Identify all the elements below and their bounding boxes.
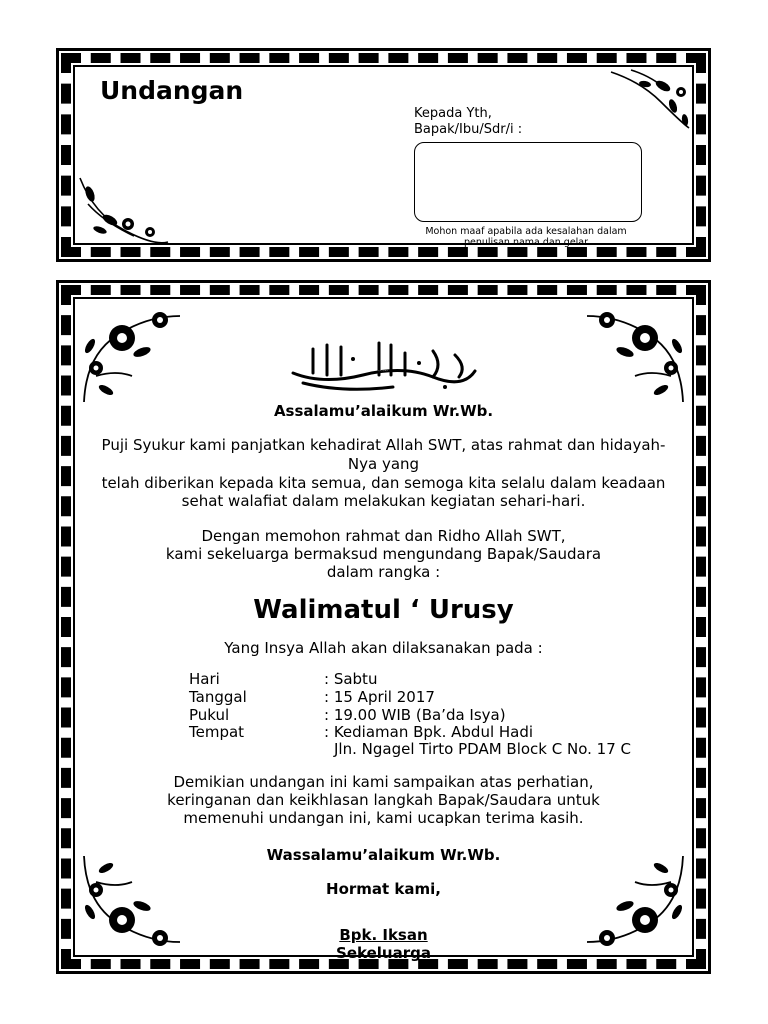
bismillah-text: بسم الله الرحمن الرحيم [377, 371, 389, 372]
envelope-title: Undangan [100, 76, 244, 105]
opening-greeting: Assalamu’alaikum Wr.Wb. [273, 402, 494, 420]
detail-label: Tempat [189, 723, 245, 741]
paragraph-2-line-2: kami sekeluarga bermaksud mengundang Bapak/Saudara [165, 545, 602, 563]
invitation-content [56, 280, 711, 974]
detail-value: : 15 April 2017 [324, 688, 435, 706]
paragraph-1-line-1: Puji Syukur kami panjatkan kehadirat Allah SWT, atas rahmat dan hidayah- [101, 436, 666, 454]
floral-corner-icon [74, 174, 170, 246]
paragraph-1-line-4: sehat walafiat dalam melakukan kegiatan sehari-hari. [181, 492, 586, 510]
detail-address: Jln. Ngagel Tirto PDAM Block C No. 17 C [334, 740, 631, 758]
recipient-label-line1: Kepada Yth, [414, 106, 492, 121]
paragraph-1-line-2: Nya yang [347, 455, 420, 473]
closing-line-3: memenuhi undangan ini, kami ucapkan terima kasih. [183, 809, 584, 827]
signature-name: Bpk. Iksan [339, 926, 428, 944]
detail-label: Tanggal [189, 688, 247, 706]
regards-text: Hormat kami, [326, 880, 441, 898]
detail-value: : Kediaman Bpk. Abdul Hadi [324, 723, 534, 741]
event-title: Walimatul ‘ Urusy [253, 595, 514, 625]
recipient-label [414, 106, 522, 138]
recipient-label-line2: Bapak/Ibu/Sdr/i : [414, 122, 523, 137]
closing-line-1: Demikian undangan ini kami sampaikan atas perhatian, [173, 773, 594, 791]
invitation-card [56, 280, 711, 974]
detail-label: Pukul [189, 706, 230, 724]
envelope-card [56, 48, 711, 262]
recipient-name-box [414, 142, 642, 222]
apology-note: Mohon maaf apabila ada kesalahan dalam penulisan nama dan gelar [425, 226, 627, 248]
paragraph-1-line-3: telah diberikan kepada kita semua, dan semoga kita selalu dalam keadaan [101, 474, 666, 492]
closing-greeting: Wassalamu’alaikum Wr.Wb. [266, 846, 501, 864]
closing-line-2: keringanan dan keikhlasan langkah Bapak/Saudara untuk [167, 791, 600, 809]
detail-label: Hari [189, 670, 220, 688]
floral-corner-icon [601, 62, 693, 132]
event-intro: Yang Insya Allah akan dilaksanakan pada : [224, 639, 543, 657]
detail-value: : 19.00 WIB (Ba’da Isya) [324, 706, 506, 724]
signature-family: Sekeluarga [336, 944, 431, 962]
bismillah-calligraphy-icon [283, 335, 483, 395]
paragraph-2-line-3: dalam rangka : [326, 563, 441, 581]
paragraph-2-line-1: Dengan memohon rahmat dan Ridho Allah SWT, [201, 527, 566, 545]
detail-value: : Sabtu [324, 670, 378, 688]
